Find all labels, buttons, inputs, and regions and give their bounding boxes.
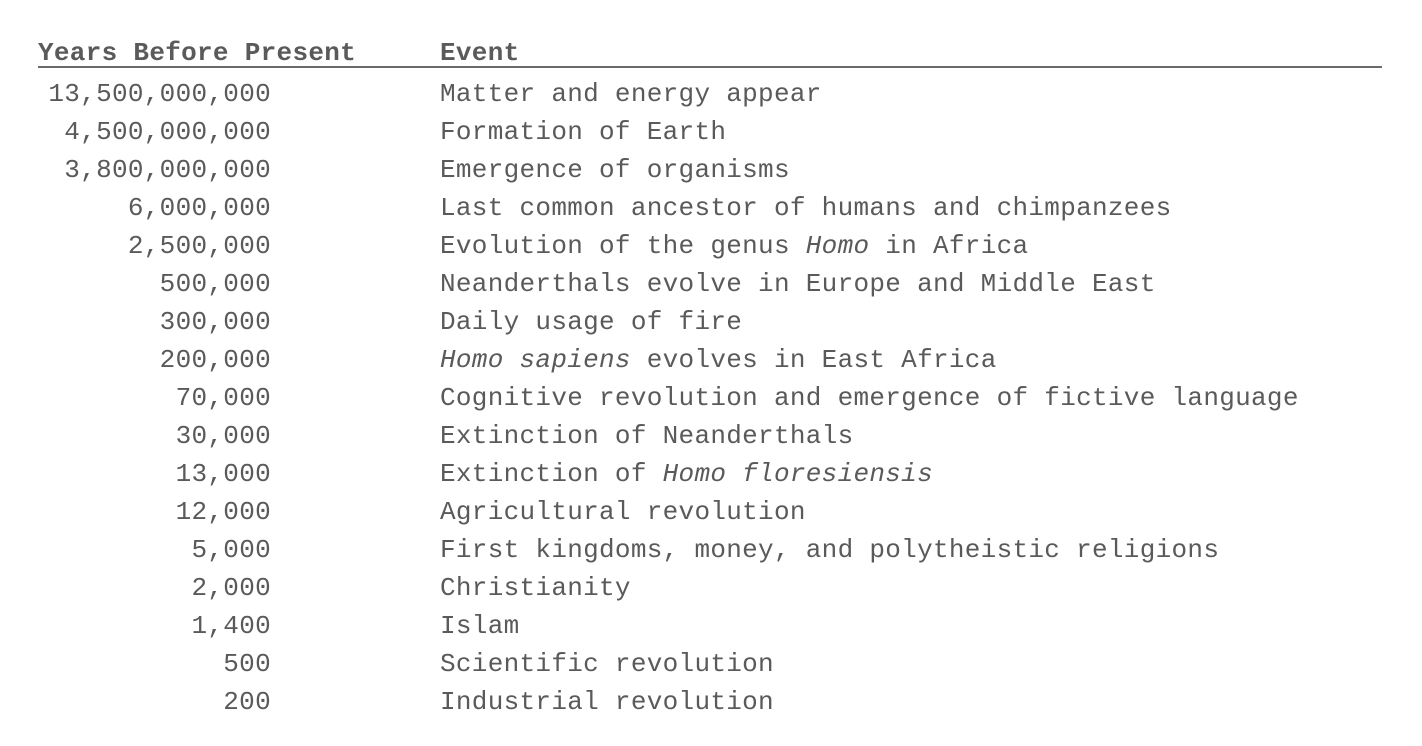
years-cell: 300,000 bbox=[159, 307, 271, 337]
timeline-table bbox=[38, 38, 1382, 722]
years-cell: 200,000 bbox=[159, 345, 271, 375]
table-row bbox=[38, 684, 1382, 722]
table-row bbox=[38, 190, 1382, 228]
years-cell: 1,400 bbox=[191, 611, 271, 641]
event-cell bbox=[440, 684, 774, 720]
event-text: evolves in East Africa bbox=[630, 345, 997, 375]
event-cell bbox=[440, 456, 933, 492]
column-header-event: Event bbox=[440, 38, 520, 68]
years-cell: 2,500,000 bbox=[127, 231, 271, 261]
table-row bbox=[38, 646, 1382, 684]
years-cell: 5,000 bbox=[191, 535, 271, 565]
years-cell: 200 bbox=[223, 687, 271, 717]
event-text: Neanderthals evolve in Europe and Middle East bbox=[440, 269, 1156, 299]
column-header-years: Years Before Present bbox=[38, 38, 357, 68]
event-text: Last common ancestor of humans and chimpanzees bbox=[440, 193, 1172, 223]
event-text: Extinction of Neanderthals bbox=[440, 421, 854, 451]
table-row bbox=[38, 342, 1382, 380]
event-cell bbox=[440, 190, 1172, 226]
event-cell bbox=[440, 494, 806, 530]
event-text: Emergence of organisms bbox=[440, 155, 790, 185]
event-text: Extinction of bbox=[440, 459, 663, 489]
event-text: Agricultural revolution bbox=[440, 497, 806, 527]
event-cell bbox=[440, 304, 742, 340]
table-row bbox=[38, 76, 1382, 114]
event-cell bbox=[440, 114, 726, 150]
years-cell: 4,500,000,000 bbox=[64, 117, 271, 147]
table-row bbox=[38, 228, 1382, 266]
event-cell bbox=[440, 342, 997, 378]
years-cell: 6,000,000 bbox=[127, 193, 271, 223]
table-row bbox=[38, 494, 1382, 532]
event-cell bbox=[440, 152, 790, 188]
event-text: Formation of Earth bbox=[440, 117, 727, 147]
table-row bbox=[38, 570, 1382, 608]
event-cell bbox=[440, 532, 1219, 568]
table-row bbox=[38, 304, 1382, 342]
table-row bbox=[38, 266, 1382, 304]
event-cell bbox=[440, 380, 1299, 416]
event-text: Evolution of the genus bbox=[440, 231, 806, 261]
event-text-italic: Homo floresiensis bbox=[662, 459, 933, 489]
event-cell bbox=[440, 570, 631, 606]
table-body bbox=[38, 76, 1382, 722]
years-cell: 30,000 bbox=[175, 421, 271, 451]
event-text: in Africa bbox=[869, 231, 1029, 261]
table-row bbox=[38, 456, 1382, 494]
event-cell bbox=[440, 646, 774, 682]
event-cell bbox=[440, 608, 520, 644]
event-cell bbox=[440, 418, 853, 454]
table-header bbox=[38, 38, 1382, 68]
event-text: Christianity bbox=[440, 573, 631, 603]
event-text-italic: Homo sapiens bbox=[440, 345, 631, 375]
event-cell bbox=[440, 228, 1028, 264]
event-text-italic: Homo bbox=[805, 231, 870, 261]
table-row bbox=[38, 152, 1382, 190]
years-cell: 12,000 bbox=[175, 497, 271, 527]
table-row bbox=[38, 608, 1382, 646]
event-cell bbox=[440, 76, 822, 112]
years-cell: 13,000 bbox=[175, 459, 271, 489]
event-text: Islam bbox=[440, 611, 520, 641]
table-row bbox=[38, 532, 1382, 570]
table-row bbox=[38, 418, 1382, 456]
event-text: First kingdoms, money, and polytheistic religions bbox=[440, 535, 1220, 565]
event-text: Matter and energy appear bbox=[440, 79, 822, 109]
years-cell: 2,000 bbox=[191, 573, 271, 603]
years-cell: 500 bbox=[223, 649, 271, 679]
years-cell: 500,000 bbox=[159, 269, 271, 299]
event-cell bbox=[440, 266, 1156, 302]
years-cell: 70,000 bbox=[175, 383, 271, 413]
event-text: Cognitive revolution and emergence of fictive language bbox=[440, 383, 1299, 413]
years-cell: 13,500,000,000 bbox=[48, 79, 271, 109]
table-row bbox=[38, 114, 1382, 152]
table-row bbox=[38, 380, 1382, 418]
event-text: Scientific revolution bbox=[440, 649, 774, 679]
years-cell: 3,800,000,000 bbox=[64, 155, 271, 185]
event-text: Daily usage of fire bbox=[440, 307, 743, 337]
event-text: Industrial revolution bbox=[440, 687, 774, 717]
